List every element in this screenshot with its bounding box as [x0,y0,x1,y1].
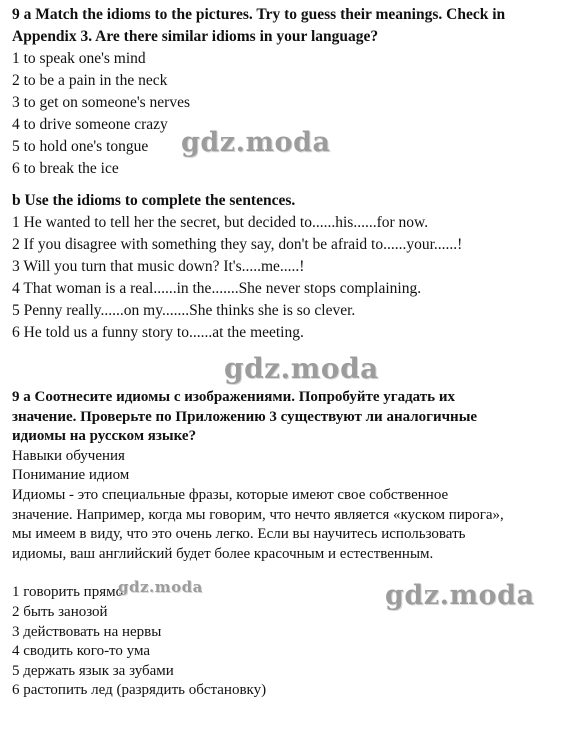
subtitle: Навыки обучения [12,447,125,464]
list-item: 4 That woman is a real......in the.......She never stops complaining. [12,280,422,297]
exercise-9a-heading-ru [12,388,578,447]
list-item: 3 действовать на нервы [12,623,162,640]
list-item: 5 to hold one's tongue [12,138,149,155]
watermark: gdz.moda [181,127,331,158]
heading-line: 9 a Соотнесите идиомы с изображениями. Попробуйте угадать их [12,389,455,405]
idiom-list [12,48,578,180]
list-item: 4 сводить кого-то ума [12,643,151,660]
paragraph [12,486,578,564]
paragraph-line: идиомы, ваш английский будет более красочным и естественным. [12,545,434,562]
russian-translation [12,388,578,701]
list-item: 3 Will you turn that music down? It's.....me.....! [12,258,305,275]
heading-line: Appendix 3. Are there similar idioms in your language? [12,28,379,45]
list-item: 2 to be a pain in the neck [12,72,168,89]
list-item: 1 говорить прямо [12,584,124,601]
paragraph-line: Идиомы - это специальные фразы, которые имеют свое собственное [12,486,449,503]
list-item: 1 to speak one's mind [12,50,146,67]
subtitle: Понимание идиом [12,467,130,484]
list-item: 5 Penny really......on my.......She thinks she is so clever. [12,302,356,319]
heading-line: 9 a Match the idioms to the pictures. Try to guess their meanings. Check in [12,6,506,23]
list-item: 3 to get on someone's nerves [12,94,190,111]
heading-line: значение. Проверьте по Приложению 3 существуют ли аналогичные [12,408,478,425]
list-item: 6 растопить лед (разрядить обстановку) [12,682,267,699]
list-item: 6 to break the ice [12,160,119,177]
watermark: gdz.moda [224,352,379,385]
list-item: 4 to drive someone crazy [12,116,168,133]
watermark: gdz.moda [385,580,535,611]
exercise-9a-heading [12,4,578,48]
list-item: 2 быть занозой [12,603,108,620]
heading-line: идиомы на русском языке? [12,428,197,445]
list-item: 6 He told us a funny story to......at the meeting. [12,324,304,341]
watermark: gdz.moda [118,578,203,596]
exercise-9b-heading: b Use the idioms to complete the sentences. [12,192,296,209]
paragraph-line: мы имеем в виду, что это очень легко. Если вы научитесь использовать [12,526,466,543]
sentence-list [12,212,578,344]
list-item: 1 He wanted to tell her the secret, but decided to......his......for now. [12,214,429,231]
list-item: 5 держать язык за зубами [12,662,174,679]
list-item: 2 If you disagree with something they say, don't be afraid to......your......! [12,236,463,253]
paragraph-line: значение. Например, когда мы говорим, что нечто является «куском пирога», [12,506,504,523]
